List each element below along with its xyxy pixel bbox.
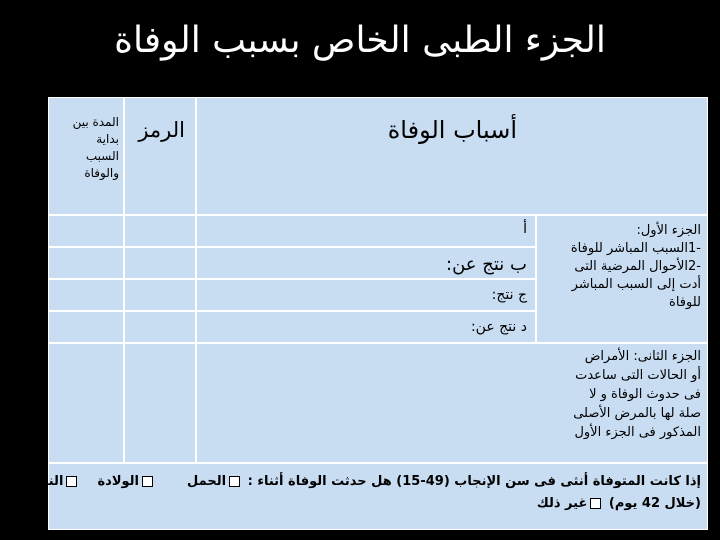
delivery-checkbox[interactable]	[142, 476, 153, 487]
female-question-cell	[16, 463, 708, 530]
part1-line: للوفاة	[669, 295, 701, 310]
duration-header-cell	[48, 97, 124, 215]
duration-header-line: والوفاة	[84, 166, 119, 180]
part2-line: الجزء الثانى: الأمراض	[584, 349, 701, 364]
part1-label-cell	[536, 215, 708, 343]
part2-line: المذكور فى الجزء الأول	[574, 425, 701, 440]
death-cause-table	[16, 97, 708, 530]
cause-row-a[interactable]	[196, 215, 536, 247]
code-cell[interactable]	[124, 279, 196, 311]
duration-cell[interactable]	[48, 215, 124, 247]
option-other: غير ذلك	[536, 496, 588, 511]
part2-line: أو الحالات التى ساعدت	[575, 368, 701, 383]
duration-cell[interactable]	[48, 279, 124, 311]
option-pregnancy: الحمل	[187, 474, 227, 489]
code-cell[interactable]	[124, 215, 196, 247]
row-label-c: ج نتج:	[491, 287, 527, 303]
code-header: الرمز	[138, 118, 185, 142]
causes-header: أسباب الوفاة	[387, 116, 517, 144]
option-postpartum: النفاس	[16, 474, 64, 489]
postpartum-checkbox[interactable]	[66, 476, 77, 487]
causes-header-cell	[196, 97, 708, 215]
part1-line: -2الأحوال المرضية التى	[574, 259, 701, 274]
row-label-d: د نتج عن:	[470, 319, 527, 335]
cause-row-d[interactable]	[196, 311, 536, 343]
code-header-cell	[124, 97, 196, 215]
code-cell[interactable]	[124, 311, 196, 343]
duration-header-line: بداية	[96, 132, 119, 146]
slide-title: الجزء الطبى الخاص بسبب الوفاة	[114, 20, 606, 61]
part2-line: صلة لها بالمرض الأصلى	[573, 406, 701, 421]
part1-title: الجزء الأول:	[636, 223, 701, 238]
other-checkbox[interactable]	[590, 498, 601, 509]
code-cell[interactable]	[124, 247, 196, 279]
part2-line: فى حدوث الوفاة و لا	[589, 387, 701, 402]
duration-cell[interactable]	[48, 343, 124, 463]
code-cell[interactable]	[124, 343, 196, 463]
female-question-text: إذا كانت المتوفاة أنثى فى سن الإنجاب (49-15) هل حدثت الوفاة أثناء :	[247, 474, 701, 489]
part1-line: -1السبب المباشر للوفاة	[570, 241, 701, 256]
cause-row-c[interactable]	[196, 279, 536, 311]
option-delivery: الولادة	[97, 474, 139, 489]
part1-line: أدت إلى السبب المباشر	[571, 277, 701, 292]
duration-header-line: المدة بين	[72, 115, 119, 129]
pregnancy-checkbox[interactable]	[229, 476, 240, 487]
row-label-b: ب نتج عن:	[446, 254, 527, 275]
duration-cell[interactable]	[48, 311, 124, 343]
duration-cell[interactable]	[48, 247, 124, 279]
part2-cell[interactable]	[196, 343, 708, 463]
duration-header-line: السبب	[85, 149, 119, 163]
row-label-a: أ	[523, 221, 527, 237]
cause-row-b[interactable]	[196, 247, 536, 279]
option-42-days: (خلال 42 يوم)	[608, 496, 701, 511]
